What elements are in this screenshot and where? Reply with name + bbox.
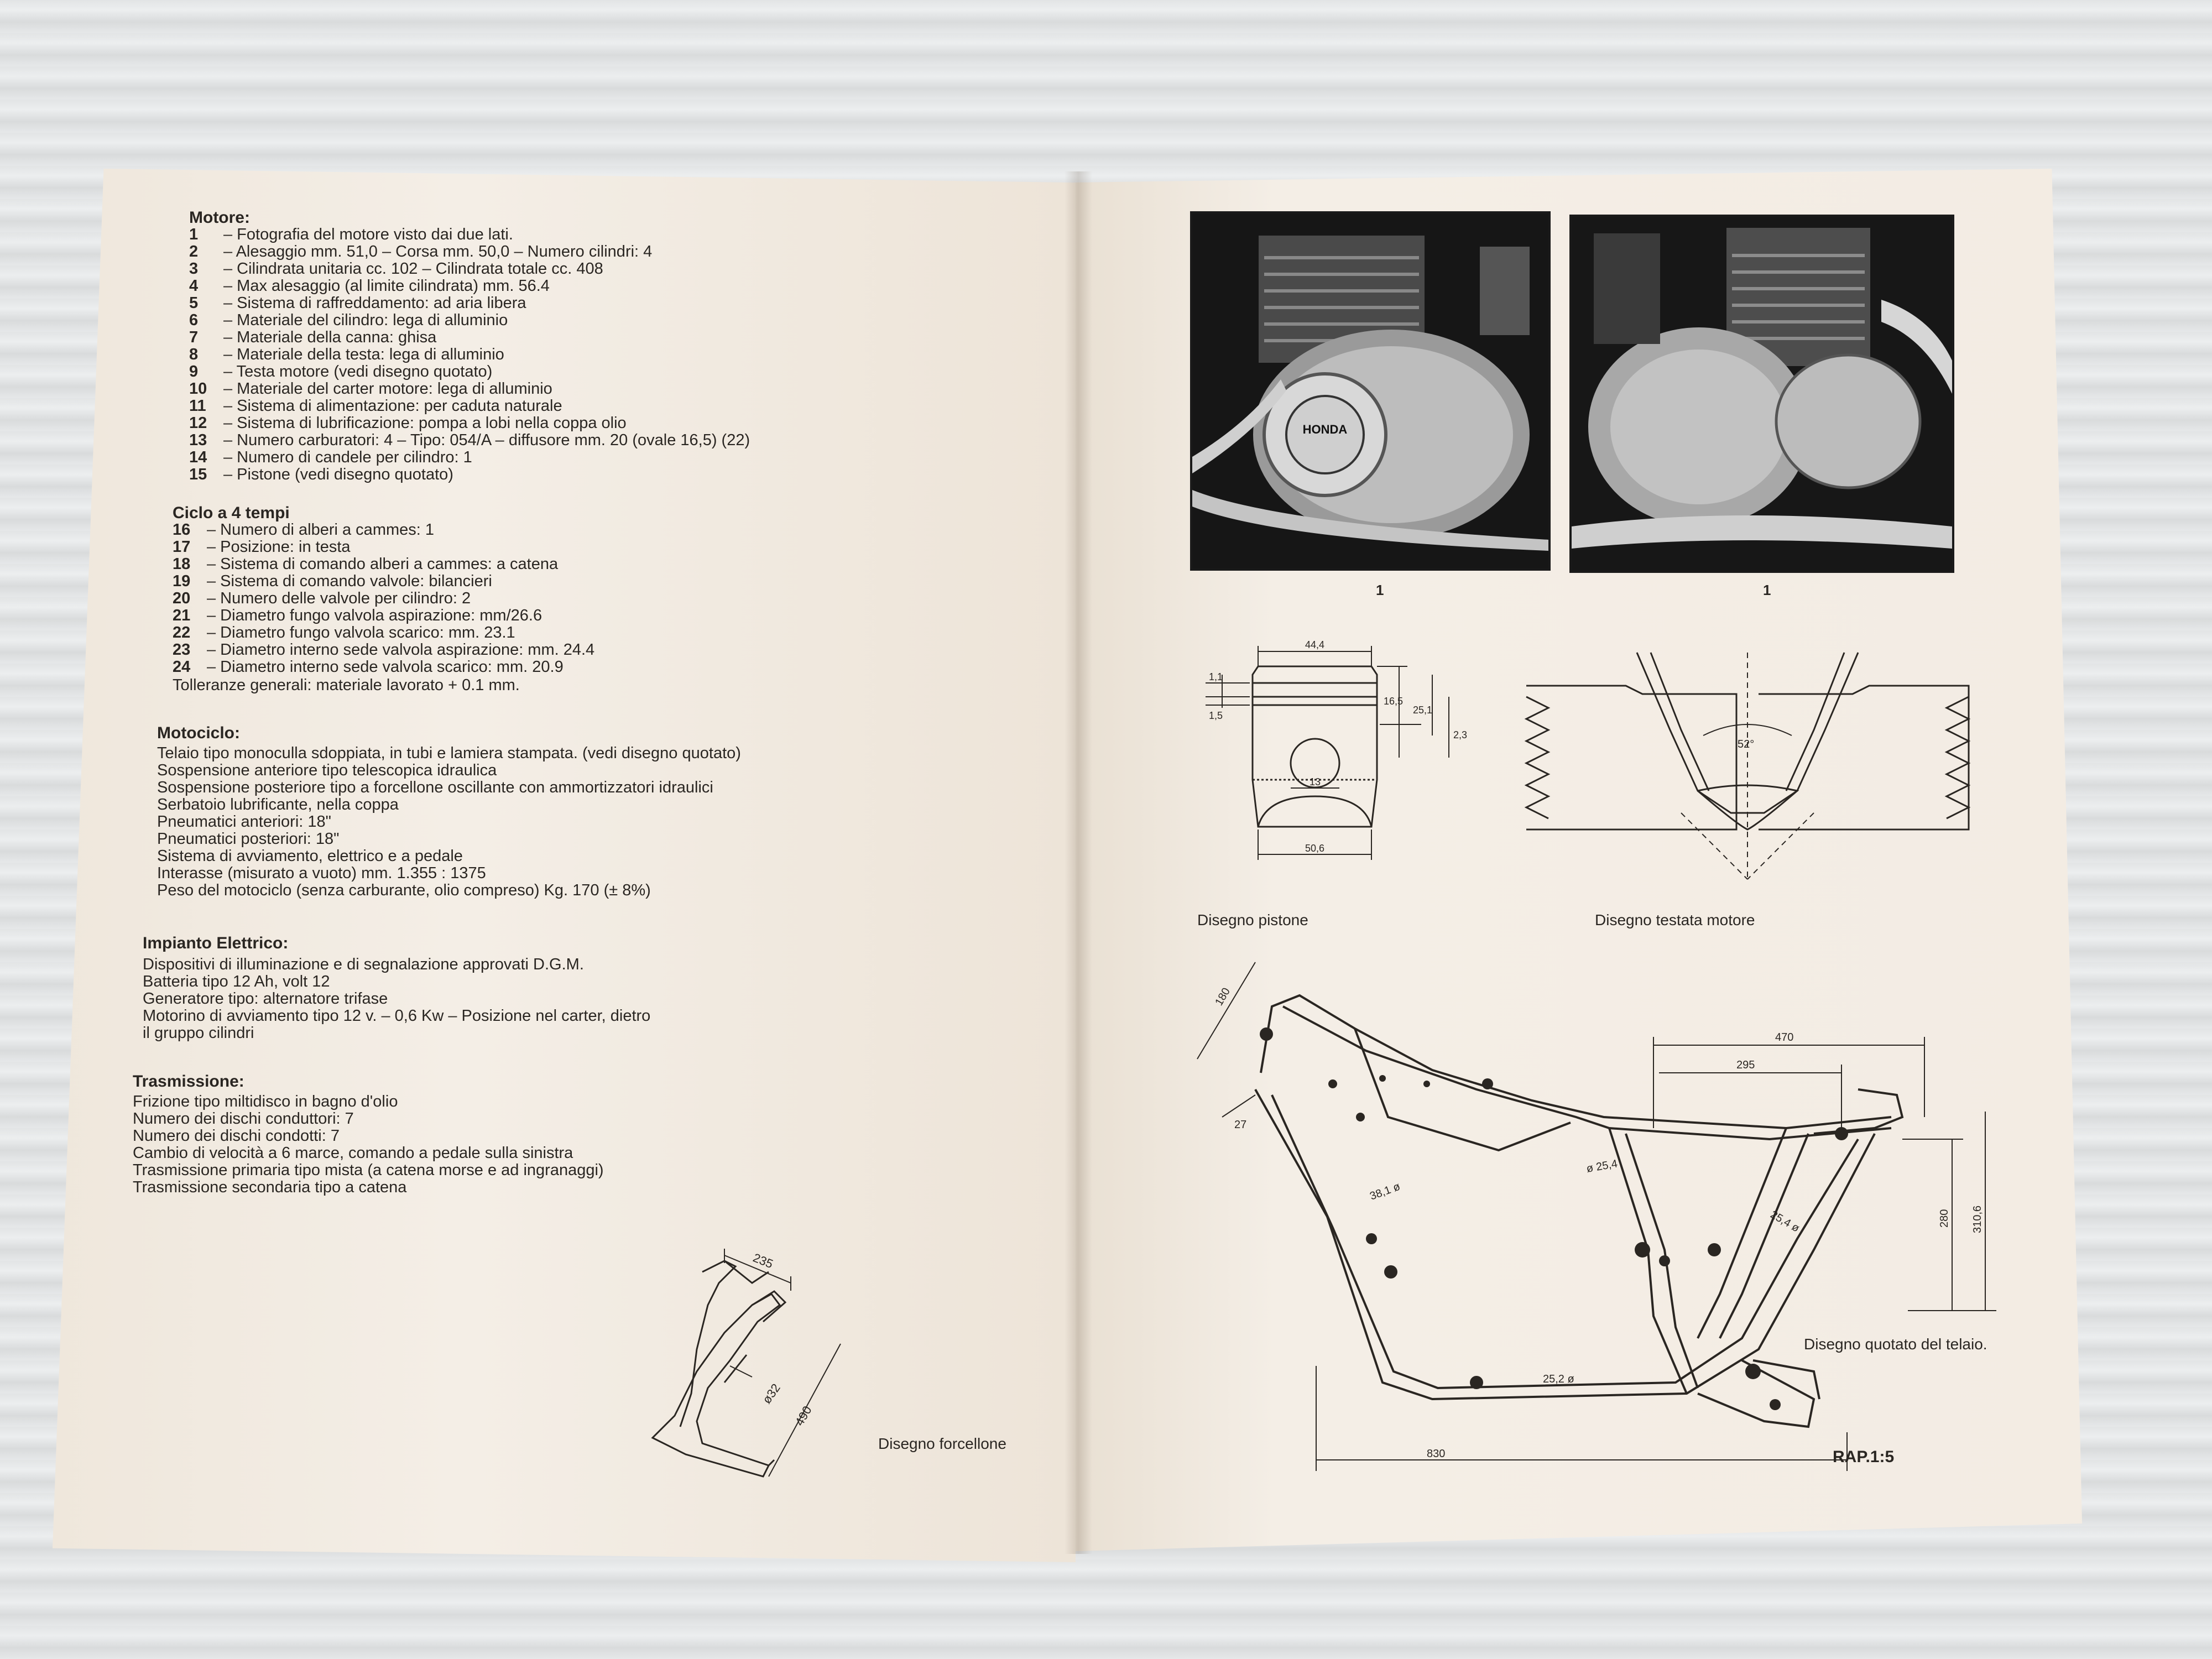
trasmissione-section — [133, 1073, 604, 1196]
piston-dim-d1: 1,1 — [1209, 671, 1223, 682]
spec-number: 5 — [189, 294, 199, 312]
frame-dim-d: 295 — [1736, 1059, 1755, 1071]
spec-number: 15 — [189, 466, 207, 483]
text-line: Cambio di velocità a 6 marce, comando a pedale sulla sinistra — [133, 1144, 573, 1162]
text-line: Dispositivi di illuminazione e di segnalazione approvati D.G.M. — [143, 956, 584, 973]
spec-text: – Max alesaggio (al limite cilindrata) mm. 56.4 — [223, 277, 550, 295]
text-line: Telaio tipo monoculla sdoppiata, in tubi e lamiera stampata. (vedi disegno quotato) — [157, 744, 741, 762]
motore-list — [189, 226, 750, 483]
cylinder-head-drawing — [1515, 647, 1980, 890]
spec-text: – Sistema di comando alberi a cammes: a catena — [207, 555, 559, 573]
spec-number: 13 — [189, 431, 207, 449]
spec-row — [173, 624, 594, 641]
text-line: Sistema di avviamento, elettrico e a pedale — [157, 847, 463, 865]
spec-row — [173, 521, 594, 539]
frame-caption: Disegno quotato del telaio. — [1804, 1335, 1987, 1353]
spec-number: 19 — [173, 572, 191, 590]
trasmissione-list — [133, 1093, 604, 1196]
text-line: Sospensione posteriore tipo a forcellone oscillante con ammortizzatori idraulici — [157, 779, 713, 796]
spec-text: – Cilindrata unitaria cc. 102 – Cilindrata totale cc. 408 — [223, 260, 603, 278]
spec-text: – Materiale della canna: ghisa — [223, 328, 437, 346]
piston-dim-bore: 13 — [1310, 776, 1321, 787]
spec-text: – Diametro fungo valvola aspirazione: mm/26.6 — [207, 607, 542, 624]
spec-number: 14 — [189, 448, 207, 466]
piston-dim-h3: 2,3 — [1453, 729, 1468, 740]
spec-text: – Numero di alberi a cammes: 1 — [207, 521, 434, 539]
frame-dim-h: 25,2 ø — [1543, 1373, 1574, 1385]
spec-number: 16 — [173, 521, 191, 539]
spec-number: 1 — [189, 226, 199, 243]
spec-row — [189, 260, 750, 278]
motore-section — [189, 209, 750, 483]
spec-row — [173, 556, 594, 573]
text-line: Sospensione anteriore tipo telescopica idraulica — [157, 761, 497, 779]
text-line: Generatore tipo: alternatore trifase — [143, 990, 388, 1008]
spec-number: 11 — [189, 397, 206, 415]
spec-number: 23 — [173, 641, 191, 659]
spec-number: 10 — [189, 380, 207, 398]
frame-drawing — [1189, 951, 2018, 1477]
frame-dim-c: 470 — [1775, 1031, 1794, 1044]
spec-number: 20 — [173, 589, 191, 607]
spec-number: 22 — [173, 624, 191, 641]
spec-text: – Numero carburatori: 4 – Tipo: 054/A – diffusore mm. 20 (ovale 16,5) (22) — [223, 431, 750, 449]
spec-row — [189, 329, 750, 346]
impianto-list — [143, 956, 650, 1042]
motociclo-section — [157, 724, 741, 899]
spec-row — [189, 449, 750, 466]
frame-dim-k: 830 — [1427, 1448, 1446, 1460]
trasmissione-heading: Trasmissione: — [133, 1072, 244, 1091]
spec-number: 21 — [173, 607, 191, 624]
spec-row — [189, 380, 750, 398]
piston-drawing — [1189, 636, 1499, 885]
engine-photo-left — [1190, 211, 1551, 571]
text-line: Frizione tipo miltidisco in bagno d'olio — [133, 1093, 398, 1110]
impianto-heading: Impianto Elettrico: — [143, 934, 289, 952]
page-fold — [1065, 171, 1092, 1554]
spec-row — [173, 590, 594, 607]
photo-label-left: 1 — [1376, 582, 1384, 598]
spec-row — [189, 226, 750, 243]
spec-row — [189, 243, 750, 260]
spec-row — [189, 363, 750, 380]
spec-number: 17 — [173, 538, 191, 556]
text-line: Motorino di avviamento tipo 12 v. – 0,6 Kw – Posizione nel carter, dietro — [143, 1007, 651, 1025]
spec-row — [173, 641, 594, 659]
spec-number: 3 — [189, 260, 199, 278]
spec-row — [189, 466, 750, 483]
spec-row — [189, 312, 750, 329]
photo-label-right: 1 — [1763, 582, 1771, 598]
spec-text: – Fotografia del motore visto dai due lati. — [223, 226, 513, 243]
frame-dim-g: 25,4 ø — [1768, 1208, 1802, 1235]
frame-dim-j: 310,6 — [1971, 1205, 1984, 1233]
text-line: Serbatoio lubrificante, nella coppa — [157, 796, 399, 813]
piston-caption: Disegno pistone — [1197, 911, 1308, 928]
text-line: Numero dei dischi condotti: 7 — [133, 1127, 340, 1145]
spec-text: – Numero delle valvole per cilindro: 2 — [207, 589, 471, 607]
spec-text: – Diametro interno sede valvola aspirazione: mm. 24.4 — [207, 641, 595, 659]
ciclo-list — [173, 521, 594, 676]
spec-row — [189, 432, 750, 449]
impianto-section — [143, 935, 650, 1042]
forcellone-dim-c: ø32 — [759, 1381, 783, 1406]
spec-row — [173, 573, 594, 590]
spec-text: – Diametro fungo valvola scarico: mm. 23.1 — [207, 624, 515, 641]
tolerance-text: Tolleranze generali: materiale lavorato + 0.1 mm. — [173, 676, 520, 694]
text-line: Pneumatici posteriori: 18" — [157, 830, 340, 848]
honda-logo: HONDA — [1302, 422, 1348, 436]
spec-row — [189, 346, 750, 363]
spec-number: 4 — [189, 277, 199, 295]
ciclo-heading: Ciclo a 4 tempi — [173, 504, 290, 522]
frame-dim-b: 27 — [1234, 1119, 1247, 1131]
frame-dim-f: 38,1 ø — [1368, 1180, 1402, 1203]
spec-number: 18 — [173, 555, 191, 573]
spec-number: 6 — [189, 311, 199, 329]
spec-row — [189, 295, 750, 312]
spec-text: – Numero di candele per cilindro: 1 — [223, 448, 472, 466]
text-line: Numero dei dischi conduttori: 7 — [133, 1110, 354, 1128]
forcellone-caption: Disegno forcellone — [878, 1435, 1006, 1452]
spec-number: 24 — [173, 658, 191, 676]
text-line: Trasmissione primaria tipo mista (a catena morse e ad ingranaggi) — [133, 1161, 604, 1179]
spec-text: – Sistema di raffreddamento: ad aria libera — [223, 294, 526, 312]
spec-text: – Posizione: in testa — [207, 538, 351, 556]
spec-number: 12 — [189, 414, 207, 432]
spec-text: – Materiale della testa: lega di alluminio — [223, 346, 504, 363]
spec-text: – Sistema di comando valvole: bilancieri — [207, 572, 492, 590]
forcellone-dim-a: 235 — [751, 1250, 775, 1271]
piston-dim-top: 44,4 — [1305, 639, 1325, 650]
scale-label: RAP.1:5 — [1833, 1448, 1895, 1466]
ciclo-section — [173, 504, 594, 694]
spec-text: – Alesaggio mm. 51,0 – Corsa mm. 50,0 – Numero cilindri: 4 — [223, 243, 653, 260]
cylinder-head-angle: 52° — [1738, 738, 1755, 750]
spec-text: – Sistema di alimentazione: per caduta naturale — [223, 397, 562, 415]
spec-row — [189, 398, 750, 415]
motociclo-heading: Motociclo: — [157, 724, 240, 742]
piston-dim-h2: 25,1 — [1413, 705, 1433, 716]
spec-row — [189, 278, 750, 295]
text-line: Peso del motociclo (senza carburante, olio compreso) Kg. 170 (± 8%) — [157, 881, 651, 899]
frame-dim-e: ø 25,4 — [1585, 1157, 1619, 1175]
spec-number: 2 — [189, 243, 199, 260]
piston-dim-base: 50,6 — [1305, 843, 1325, 854]
text-line: Trasmissione secondaria tipo a catena — [133, 1178, 407, 1196]
piston-dim-h1: 16,5 — [1384, 696, 1404, 707]
motociclo-list — [157, 745, 741, 899]
text-line: Interasse (misurato a vuoto) mm. 1.355 : 1375 — [157, 864, 486, 882]
spec-text: – Testa motore (vedi disegno quotato) — [223, 363, 493, 380]
frame-dim-i: 280 — [1938, 1209, 1950, 1228]
forcellone-drawing — [641, 1239, 984, 1493]
forcellone-dim-b: 490 — [792, 1404, 815, 1428]
text-line: Pneumatici anteriori: 18" — [157, 813, 331, 831]
spec-number: 7 — [189, 328, 199, 346]
spec-text: – Sistema di lubrificazione: pompa a lobi nella coppa olio — [223, 414, 627, 432]
spec-number: 9 — [189, 363, 199, 380]
spec-text: – Diametro interno sede valvola scarico: mm. 20.9 — [207, 658, 564, 676]
engine-photo-right — [1569, 215, 1954, 573]
spec-text: – Pistone (vedi disegno quotato) — [223, 466, 453, 483]
text-line: Batteria tipo 12 Ah, volt 12 — [143, 973, 330, 990]
spec-row — [173, 539, 594, 556]
text-line: il gruppo cilindri — [143, 1024, 254, 1042]
spec-row — [173, 659, 594, 676]
frame-dim-a: 180 — [1213, 985, 1233, 1008]
piston-dim-d2: 1,5 — [1209, 710, 1223, 721]
spec-number: 8 — [189, 346, 199, 363]
motore-heading: Motore: — [189, 208, 250, 227]
cylinder-head-caption: Disegno testata motore — [1595, 911, 1755, 928]
spec-text: – Materiale del cilindro: lega di alluminio — [223, 311, 508, 329]
spec-row — [173, 607, 594, 624]
spec-row — [189, 415, 750, 432]
spec-text: – Materiale del carter motore: lega di alluminio — [223, 380, 552, 398]
